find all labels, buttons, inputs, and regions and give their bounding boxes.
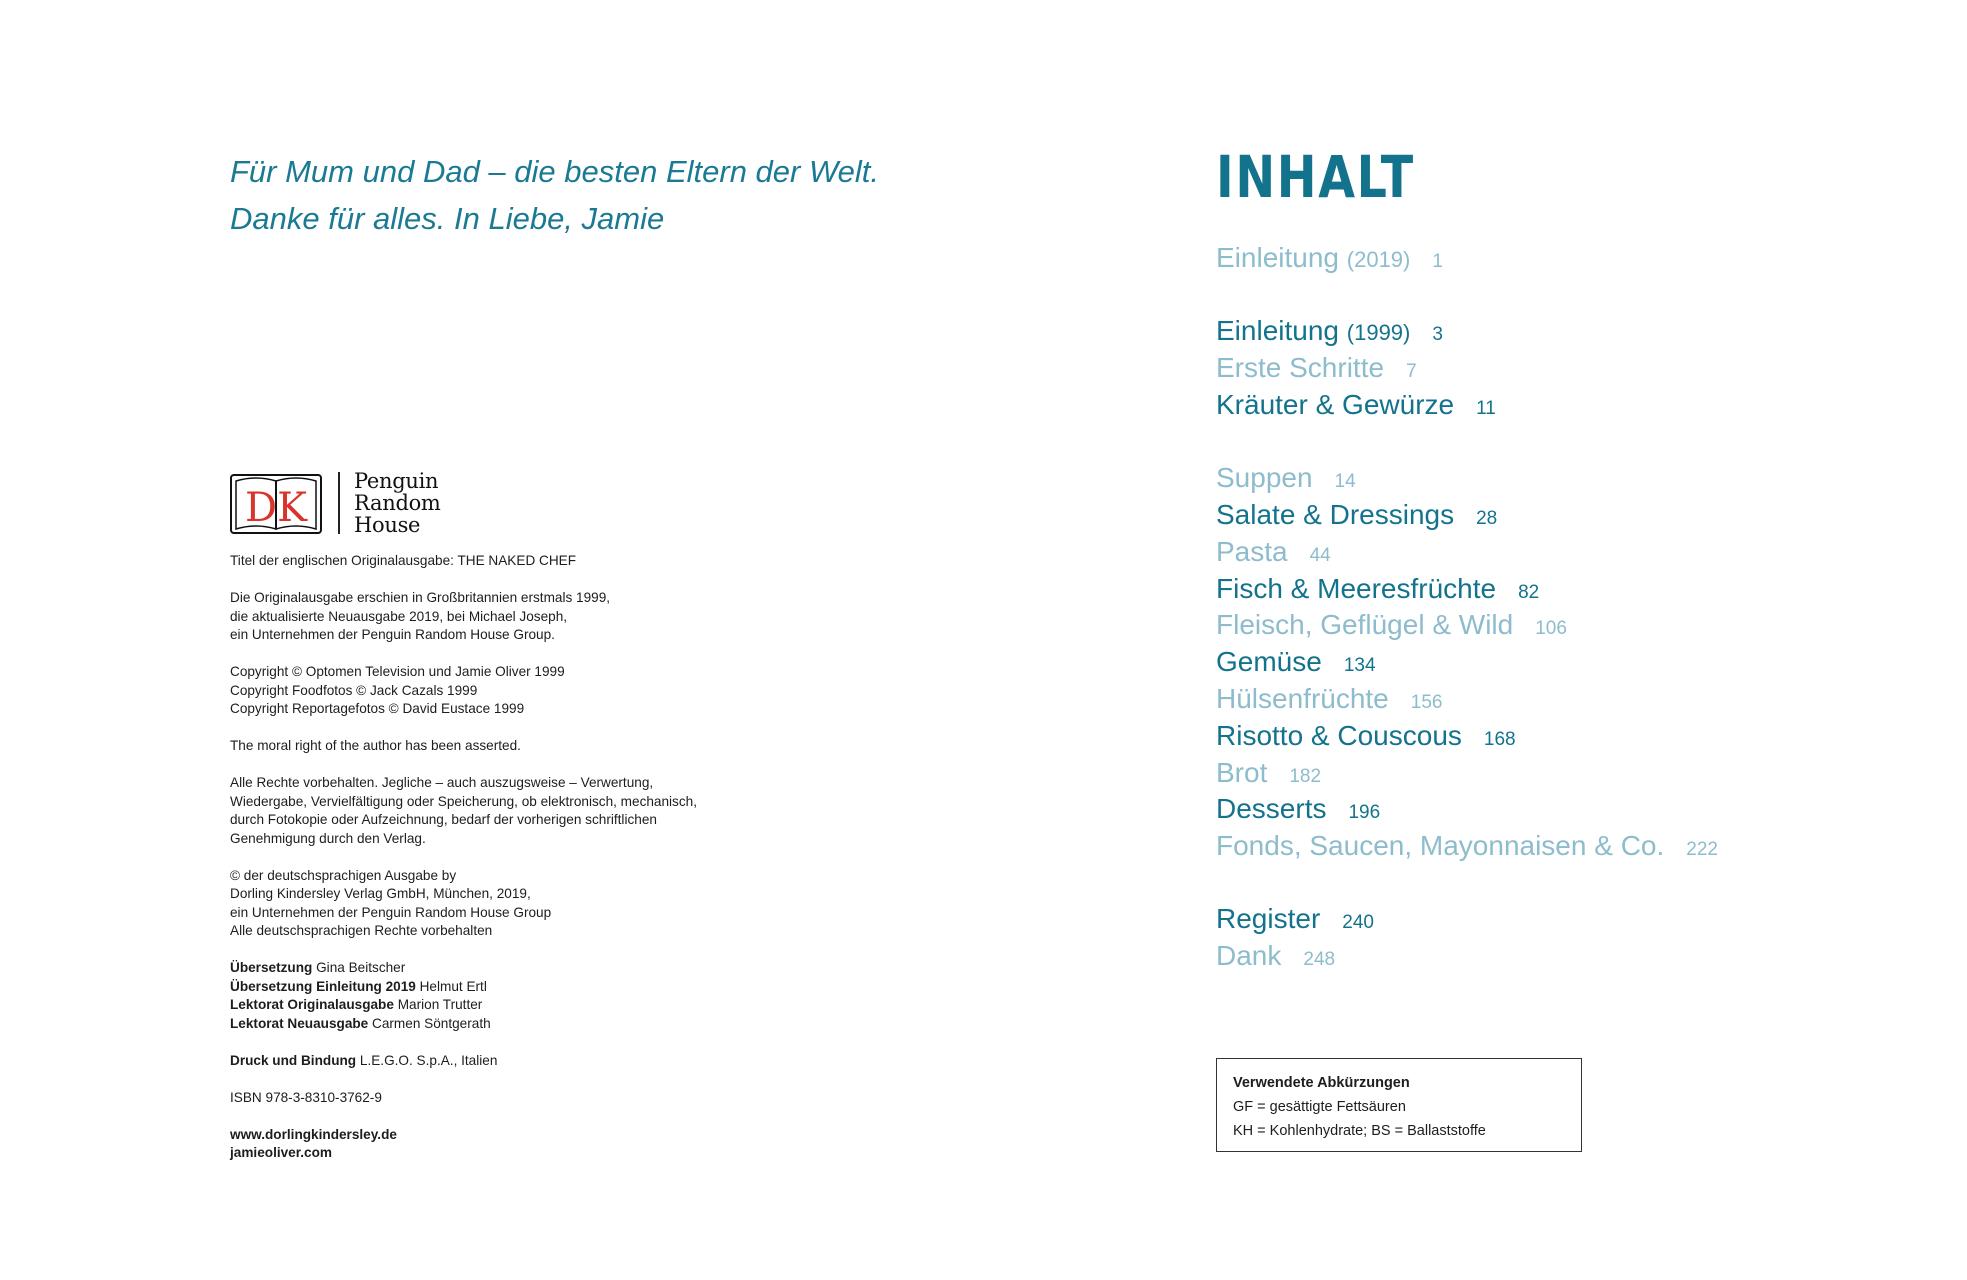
prh-line-1: Penguin	[354, 469, 439, 493]
logo-divider	[338, 472, 340, 534]
german-edition-line: Alle deutschsprachigen Rechte vorbehalten	[230, 923, 493, 938]
moral-right: The moral right of the author has been asserted.	[230, 738, 521, 753]
credit-label: Übersetzung	[230, 960, 313, 975]
toc-entry[interactable]	[1216, 497, 1916, 534]
toc-group	[1216, 313, 1916, 423]
table-of-contents	[1216, 240, 1916, 1012]
penguin-random-house-logo	[354, 470, 441, 536]
toc-entry-page: 222	[1686, 839, 1718, 861]
toc-entry[interactable]	[1216, 828, 1916, 865]
toc-entry-label: Erste Schritte	[1216, 352, 1385, 384]
toc-entry-label: Einleitung	[1216, 242, 1339, 273]
credit-label: Lektorat Originalausgabe	[230, 997, 394, 1012]
toc-entry[interactable]	[1216, 791, 1916, 828]
toc-entry[interactable]	[1216, 387, 1916, 424]
credit-line	[230, 996, 750, 1015]
toc-entry-page: 240	[1342, 912, 1374, 934]
dedication-line-1: Für Mum und Dad – die besten Eltern der Welt.	[230, 154, 880, 189]
toc-entry-year: (2019)	[1346, 247, 1411, 272]
toc-entry-page: 248	[1303, 949, 1336, 971]
publication-line: Die Originalausgabe erschien in Großbritannien erstmals 1999,	[230, 590, 611, 605]
toc-entry-label: Einleitung	[1216, 315, 1339, 347]
toc-entry[interactable]	[1216, 681, 1916, 718]
toc-entry[interactable]	[1216, 644, 1916, 681]
toc-entry-page: 156	[1410, 691, 1443, 713]
imprint	[230, 552, 750, 1181]
prh-line-2: Random	[354, 491, 441, 515]
rights-line: durch Fotokopie oder Aufzeichnung, bedarf der vorherigen schriftlichen	[230, 812, 657, 827]
toc-entry-label: Fleisch, Geflügel & Wild	[1216, 609, 1514, 641]
toc-entry-page: 168	[1483, 728, 1516, 750]
dk-logo-text: DK	[245, 485, 307, 531]
credit-line	[230, 959, 750, 978]
toc-entry-label: Pasta	[1216, 535, 1288, 567]
dedication	[230, 148, 990, 242]
toc-entry[interactable]	[1216, 240, 1916, 277]
toc-entry-page: 106	[1535, 618, 1567, 640]
abbreviation-line: GF = gesättigte Fettsäuren	[1233, 1099, 1406, 1115]
websites	[230, 1126, 750, 1163]
copyright-line: Copyright Reportagefotos © David Eustace 1999	[230, 701, 525, 716]
toc-group	[1216, 901, 1916, 975]
abbreviations-box	[1216, 1058, 1582, 1152]
toc-entry-page: 11	[1476, 397, 1496, 419]
credits	[230, 959, 750, 1033]
abbreviations-title: Verwendete Abkürzungen	[1233, 1075, 1410, 1091]
rights-line: Alle Rechte vorbehalten. Jegliche – auch auszugsweise – Verwertung,	[230, 775, 654, 790]
print-label: Druck und Bindung	[230, 1052, 357, 1068]
toc-entry-label: Desserts	[1216, 793, 1327, 825]
toc-entry[interactable]	[1216, 607, 1916, 644]
german-edition-line: Dorling Kindersley Verlag GmbH, München, 2019,	[230, 886, 531, 901]
dedication-line-2: Danke für alles. In Liebe, Jamie	[230, 201, 665, 236]
toc-group	[1216, 240, 1916, 277]
copyright-line: Copyright Foodfotos © Jack Cazals 1999	[230, 682, 478, 698]
publication-line: die aktualisierte Neuausgabe 2019, bei Michael Joseph,	[230, 608, 568, 624]
toc-entry[interactable]	[1216, 571, 1916, 608]
publisher-logos	[230, 470, 441, 536]
rights-line: Wiedergabe, Vervielfältigung oder Speicherung, ob elektronisch, mechanisch,	[230, 793, 697, 809]
credit-line	[230, 1015, 750, 1034]
toc-title: INHALT	[1216, 143, 1415, 211]
toc-entry-page: 182	[1289, 765, 1322, 787]
toc-entry[interactable]	[1216, 755, 1916, 792]
publication-note	[230, 589, 750, 645]
toc-entry-label: Fisch & Meeresfrüchte	[1216, 572, 1497, 604]
toc-entry-page: 7	[1406, 361, 1417, 383]
publication-line: ein Unternehmen der Penguin Random House Group.	[230, 627, 555, 642]
rights-notice	[230, 774, 750, 848]
toc-entry-label: Dank	[1216, 940, 1282, 972]
toc-entry-label: Gemüse	[1216, 646, 1322, 678]
credit-label: Lektorat Neuausgabe	[230, 1015, 369, 1031]
german-edition-line: © der deutschsprachigen Ausgabe by	[230, 867, 457, 883]
prh-line-3: House	[354, 513, 421, 537]
toc-entry-page: 82	[1518, 581, 1540, 603]
credit-value: Helmut Ertl	[419, 978, 487, 994]
rights-line: Genehmigung durch den Verlag.	[230, 830, 426, 846]
dk-book-logo-icon	[230, 471, 322, 535]
toc-entry-page: 3	[1432, 324, 1443, 346]
german-edition-line: ein Unternehmen der Penguin Random House Group	[230, 904, 552, 920]
toc-entry-page: 196	[1348, 802, 1381, 824]
toc-entry-page: 14	[1334, 471, 1356, 493]
credit-value: Gina Beitscher	[316, 960, 406, 975]
toc-entry-label: Salate & Dressings	[1216, 498, 1455, 530]
toc-entry[interactable]	[1216, 718, 1916, 755]
isbn: ISBN 978-3-8310-3762-9	[230, 1089, 382, 1105]
toc-entry-label: Fonds, Saucen, Mayonnaisen & Co.	[1216, 830, 1665, 862]
toc-entry[interactable]	[1216, 460, 1916, 497]
toc-entry[interactable]	[1216, 938, 1916, 975]
toc-entry[interactable]	[1216, 313, 1916, 350]
toc-entry-page: 134	[1343, 655, 1376, 677]
credit-label: Übersetzung Einleitung 2019	[230, 978, 416, 994]
credit-value: Carmen Söntgerath	[372, 1015, 491, 1031]
credit-line	[230, 978, 750, 997]
toc-entry[interactable]	[1216, 350, 1916, 387]
abbreviation-line: KH = Kohlenhydrate; BS = Ballaststoffe	[1233, 1123, 1486, 1139]
toc-entry-page: 1	[1432, 251, 1443, 272]
print-value: L.E.G.O. S.p.A., Italien	[359, 1052, 498, 1068]
toc-entry-year: (1999)	[1346, 320, 1411, 346]
copyright-notes	[230, 663, 750, 719]
toc-group	[1216, 460, 1916, 865]
original-title: Titel der englischen Originalausgabe: THE NAKED CHEF	[230, 553, 577, 568]
website-jamie-oliver[interactable]: jamieoliver.com	[230, 1145, 333, 1160]
toc-entry-page: 44	[1309, 544, 1331, 566]
credit-value: Marion Trutter	[397, 997, 483, 1012]
website-dorling-kindersley[interactable]: www.dorlingkindersley.de	[230, 1126, 397, 1142]
toc-entry-label: Hülsenfrüchte	[1216, 682, 1389, 714]
toc-entry[interactable]	[1216, 534, 1916, 571]
toc-entry[interactable]	[1216, 901, 1916, 938]
toc-entry-label: Kräuter & Gewürze	[1216, 388, 1455, 420]
copyright-line: Copyright © Optomen Television und Jamie Oliver 1999	[230, 664, 565, 679]
german-edition-notice	[230, 867, 750, 941]
toc-entry-label: Brot	[1216, 756, 1268, 788]
toc-entry-label: Register	[1216, 903, 1321, 935]
toc-entry-label: Risotto & Couscous	[1216, 719, 1462, 751]
print-credit	[230, 1052, 750, 1071]
toc-entry-page: 28	[1476, 507, 1498, 529]
toc-entry-label: Suppen	[1216, 462, 1313, 494]
